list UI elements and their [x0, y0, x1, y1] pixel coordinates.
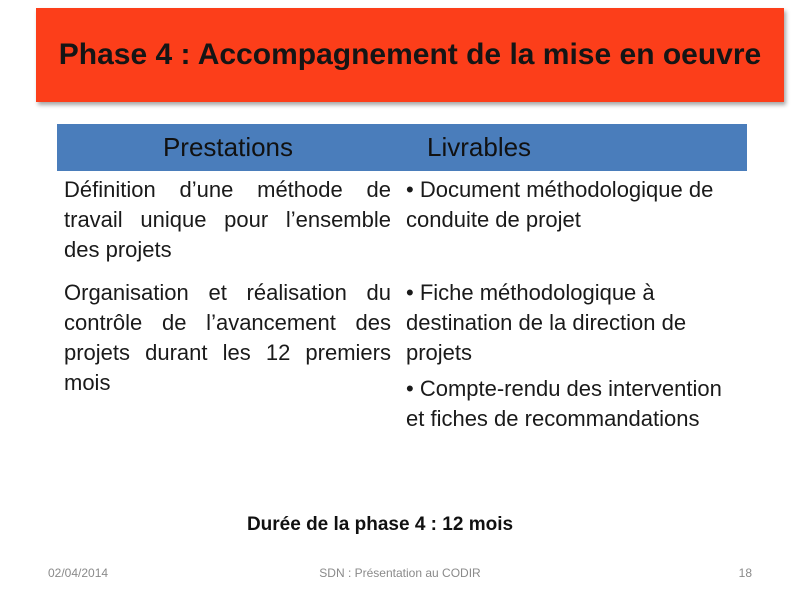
table-header — [57, 124, 747, 171]
table-row — [57, 171, 747, 274]
footer-date: 02/04/2014 — [48, 566, 109, 580]
slide-title: Phase 4 : Accompagnement de la mise en oeuvre — [58, 38, 762, 71]
phase-duration: Durée de la phase 4 : 12 mois — [246, 514, 514, 535]
livrable-item: • Compte-rendu des intervention et fiches de recommandations — [406, 376, 722, 431]
table-row — [57, 274, 747, 464]
livrable-item: • Fiche méthodologique à destination de la direction de projets — [406, 280, 687, 365]
header-prestations: Prestations — [162, 132, 294, 162]
prestation-cell: Définition d’une méthode de travail unique pour l’ensemble des projets — [64, 177, 391, 262]
deliverables-table — [57, 124, 747, 464]
header-livrables: Livrables — [427, 132, 532, 162]
title-banner — [36, 8, 784, 102]
footer-title: SDN : Présentation au CODIR — [319, 566, 481, 580]
prestation-cell: Organisation et réalisation du contrôle de l’avancement des projets durant les 12 premiers mois — [64, 280, 391, 395]
livrables-cell — [398, 274, 746, 464]
livrable-item: • Document méthodologique de conduite de projet — [406, 177, 714, 232]
page-number: 18 — [738, 566, 752, 580]
livrables-cell — [398, 171, 746, 274]
